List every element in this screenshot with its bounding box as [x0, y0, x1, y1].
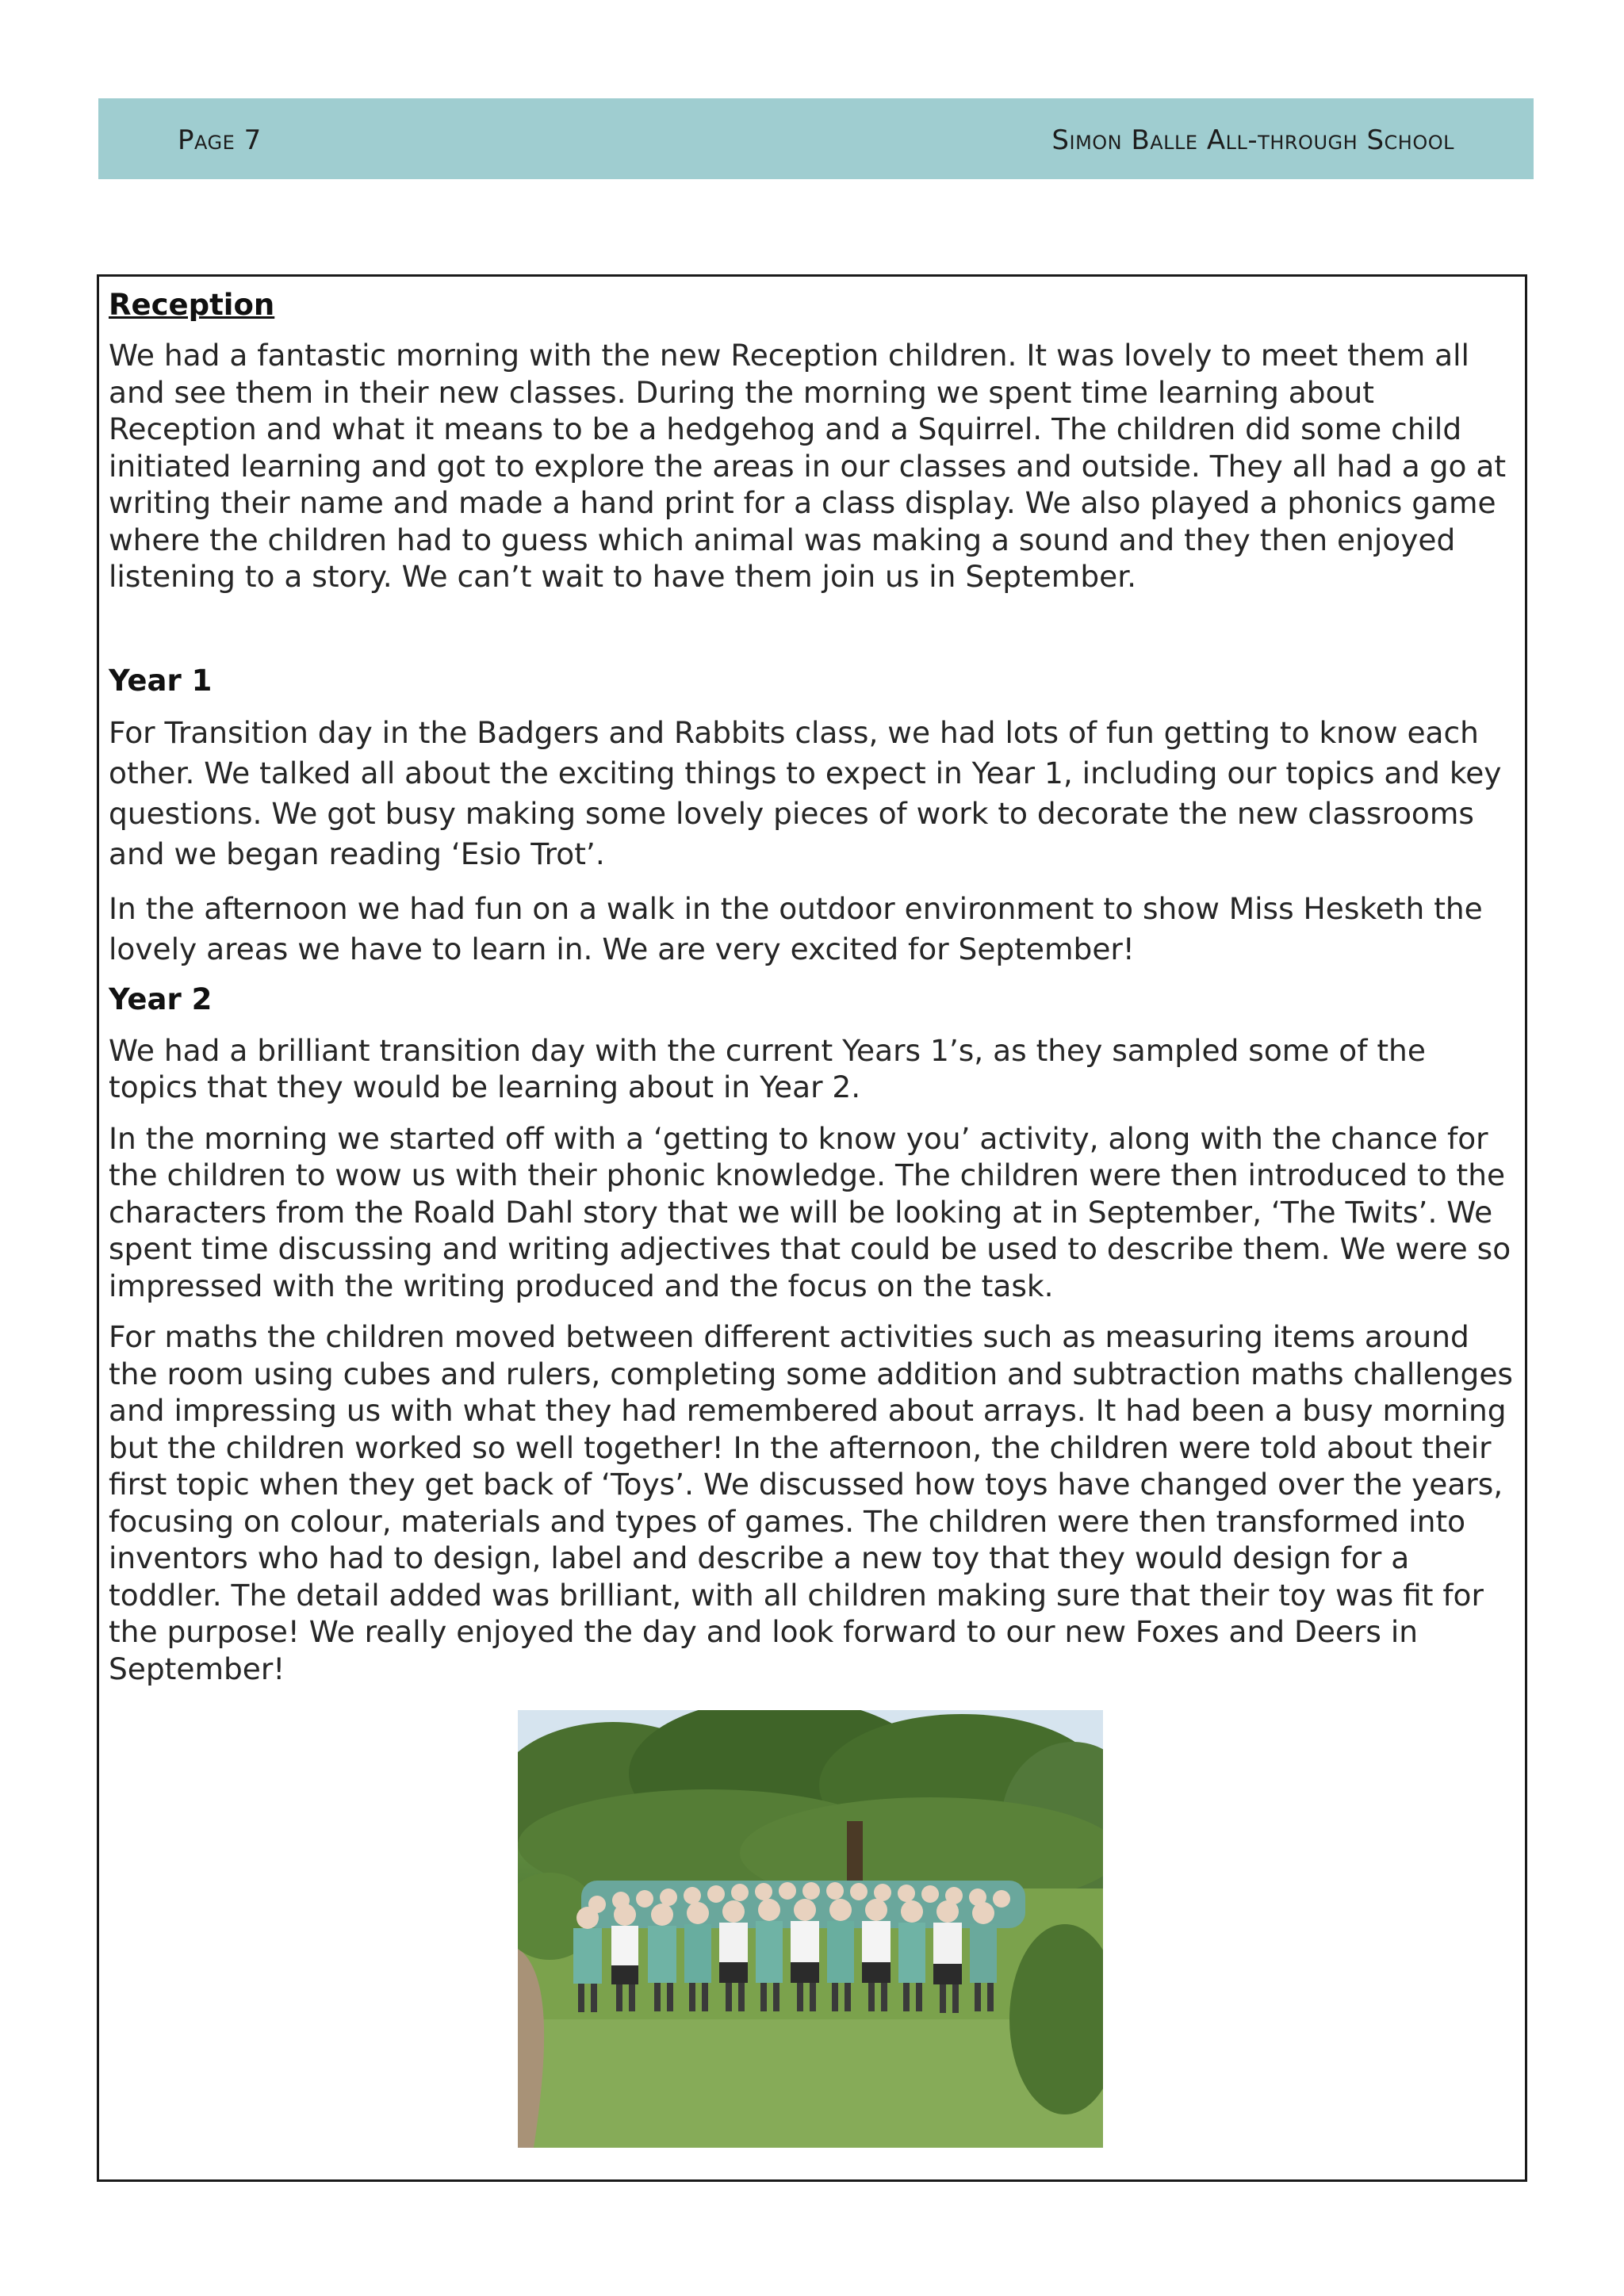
- year2-paragraph: In the morning we started off with a ‘getting to know you’ activity, along with the chance for the children to wow us with their phonic knowledge. The children were then introduced to the characters from the Roald Dahl story that we will be looking at in September, ‘The Twits’. We spent time discussing and writing adjectives that could be used to describe them. We were so impressed with the writing produced and the focus on the task.: [109, 1120, 1511, 1303]
- school-name: Simon Balle All-through School: [1051, 124, 1454, 156]
- group-photo-illustration: [518, 1710, 1103, 2148]
- content-box: [97, 274, 1527, 2182]
- year1-paragraph: In the afternoon we had fun on a walk in the outdoor environment to show Miss Hesketh the lovely areas we have to learn in. We are very excited for September!: [109, 891, 1483, 967]
- page-number: Page 7: [178, 124, 262, 156]
- year1-paragraph: For Transition day in the Badgers and Rabbits class, we had lots of fun getting to know each other. We talked all about the exciting things to expect in Year 1, including our topics and key questions. We got busy making some lovely pieces of work to decorate the new classrooms and we began reading ‘Esio Trot’.: [109, 715, 1502, 872]
- year2-paragraph: We had a brilliant transition day with the current Years 1’s, as they sampled some of the topics that they would be learning about in Year 2.: [109, 1032, 1426, 1105]
- reception-heading: Reception: [109, 288, 275, 322]
- year2-heading: Year 2: [109, 982, 213, 1017]
- year2-paragraph: For maths the children moved between different activities such as measuring items around the room using cubes and rulers, completing some addition and subtraction maths challenges and impressing us with what they had remembered about arrays. It had been a busy morning but the children worked so well together! In the afternoon, the children were told about their first topic when they get back of ‘Toys’. We discussed how toys have changed over the years, focusing on colour, materials and types of games. The children were then transformed into inventors who had to design, label and describe a new toy that they would design for a toddler. The detail added was brilliant, with all children making sure that their toy was fit for the purpose! We really enjoyed the day and look forward to our new Foxes and Deers in September!: [109, 1319, 1513, 1686]
- reception-paragraph: We had a fantastic morning with the new Reception children. It was lovely to meet them all and see them in their new classes. During the morning we spent time learning about Reception and what it means to be a hedgehog and a Squirrel. The children did some child initiated learning and got to explore the areas in our classes and outside. They all had a go at writing their name and made a hand print for a class display. We also played a phonics game where the children had to guess which animal was making a sound and they then enjoyed listening to a story. We can’t wait to have them join us in September.: [109, 338, 1507, 595]
- header-bar: [98, 98, 1534, 179]
- year1-heading: Year 1: [109, 663, 213, 698]
- class-group-photo: [518, 1710, 1103, 2148]
